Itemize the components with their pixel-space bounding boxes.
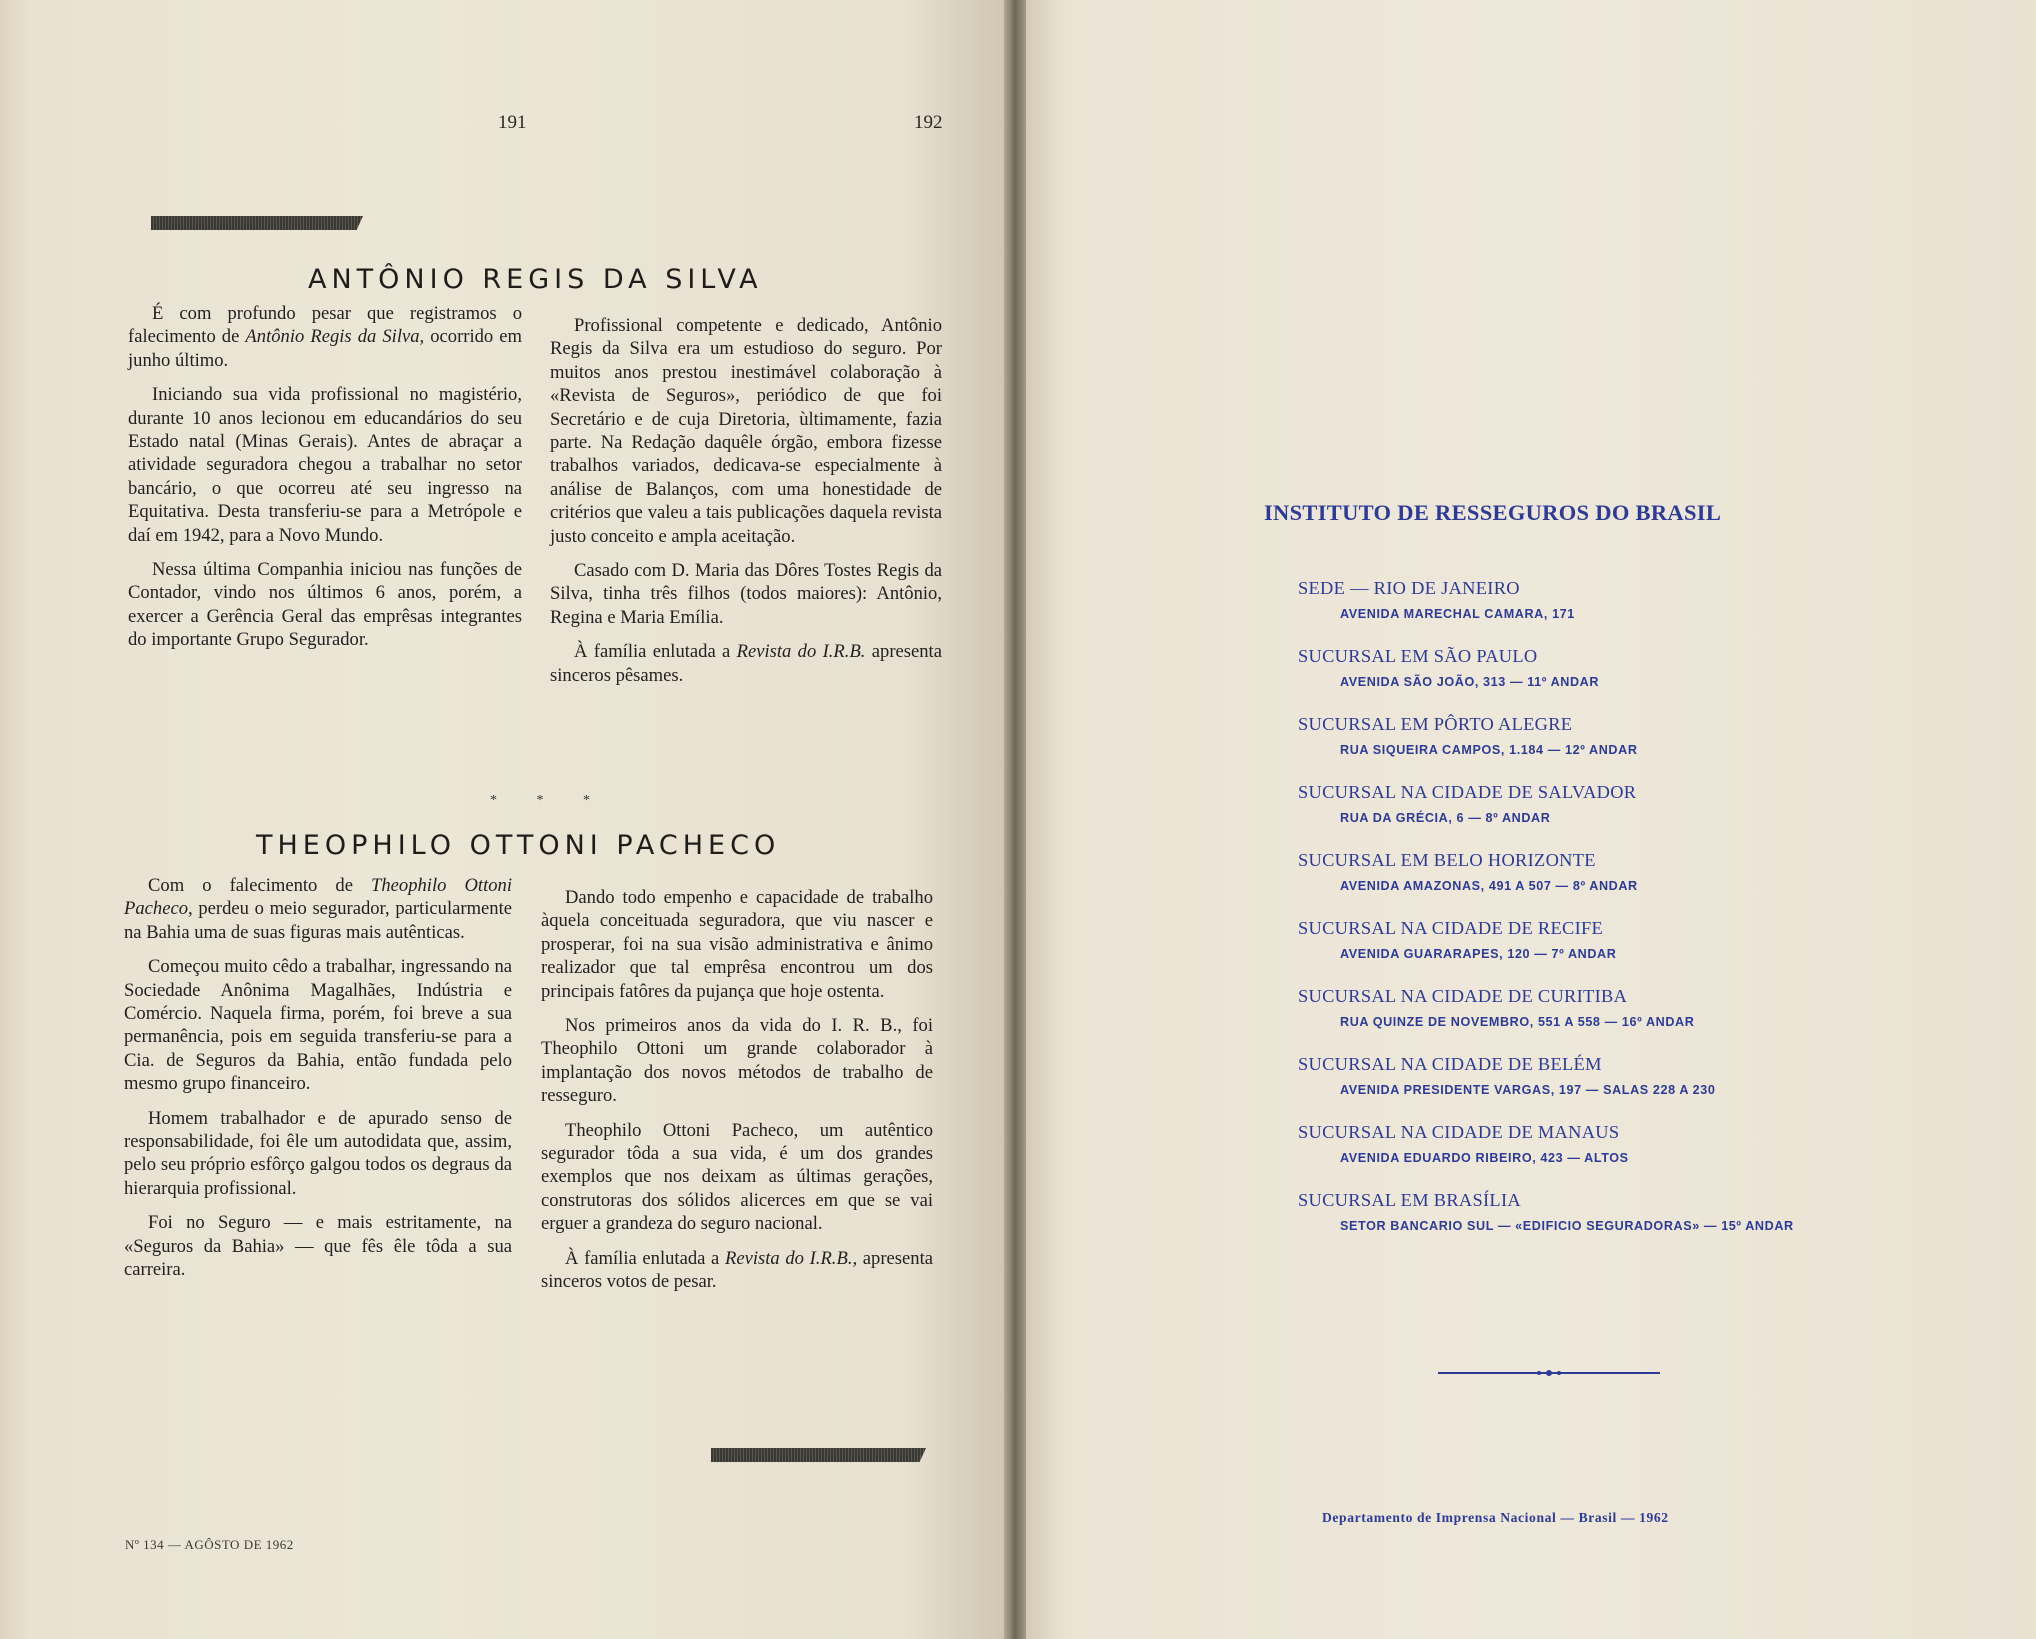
paragraph: Nos primeiros anos da vida do I. R. B., foi Theophilo Ottoni um grande colaborador à implantação dos novos métodos de trabalho de resseguro.: [541, 1015, 933, 1107]
article2-column-1: [124, 874, 512, 1293]
article-title-theophilo-ottoni: THEOPHILO OTTONI PACHECO: [256, 830, 781, 861]
branch-name: SUCURSAL EM PÔRTO ALEGRE: [1298, 714, 1573, 734]
paragraph: Casado com D. Maria das Dôres Tostes Regis da Silva, tinha três filhos (todos maiores): Antônio, Regina e Maria Emília.: [550, 560, 942, 628]
branch-name: SUCURSAL NA CIDADE DE MANAUS: [1298, 1122, 1620, 1142]
article-separator: * * *: [490, 793, 608, 808]
branch-item: [1298, 1120, 1818, 1188]
paragraph: Dando todo empenho e capacidade de trabalho àquela conceituada seguradora, que viu nascer e prosperar, foi na sua visão administrativa e ânimo realizador que tal emprêsa encontrou um dos principais fatôres da pujança que hoje ostenta.: [541, 887, 933, 1002]
branch-address: AVENIDA GUARARAPES, 120 — 7º ANDAR: [1340, 947, 1617, 961]
ornament-divider: [1438, 1366, 1660, 1380]
branch-list: [1298, 576, 1818, 1256]
branch-name: SUCURSAL NA CIDADE DE SALVADOR: [1298, 782, 1637, 802]
article1-column-2: [550, 314, 942, 698]
paragraph: Profissional competente e dedicado, Antônio Regis da Silva era um estudioso do seguro. Por muitos anos prestou inestimável colaboração à «Revista de Seguros», periódico de que foi Secretário e de cuja Diretoria, ùltimamente, fazia parte. Na Redação daquêle órgão, embora fizesse trabalhos variados, dedicava-se especialmente à análise de Balanços, com uma honestidade de critérios que valeu a tais publicações daquela revista justo conceito e ampla aceitação.: [550, 315, 942, 547]
branch-item: [1298, 712, 1818, 780]
paragraph: À família enlutada a Revista do I.R.B. apresenta sinceros pêsames.: [550, 641, 942, 686]
branch-address: RUA SIQUEIRA CAMPOS, 1.184 — 12º ANDAR: [1340, 743, 1638, 757]
article-title-antonio-regis: ANTÔNIO REGIS DA SILVA: [308, 264, 763, 295]
printer-footer: Departamento de Imprensa Nacional — Brasil — 1962: [1322, 1510, 1669, 1525]
paragraph: Nessa última Companhia iniciou nas funções de Contador, vindo nos últimos 6 anos, porém, a exercer a Gerência Geral das emprêsas integrantes do importante Grupo Segurador.: [128, 559, 522, 651]
paragraph: À família enlutada a Revista do I.R.B., apresenta sinceros votos de pesar.: [541, 1247, 933, 1293]
branch-item: [1298, 916, 1818, 984]
branch-name: SUCURSAL NA CIDADE DE BELÉM: [1298, 1054, 1602, 1074]
paragraph: Theophilo Ottoni Pacheco, um autêntico segurador tôda a sua vida, é um dos grandes exemplos que nos deixam as últimas gerações, construtoras dos sólidos alicerces em que se vai erguer a grandeza do seguro nacional.: [541, 1119, 933, 1235]
branch-address: RUA QUINZE DE NOVEMBRO, 551 A 558 — 16º ANDAR: [1340, 1015, 1695, 1029]
article1-column-1: [128, 302, 522, 663]
page-number-191: 191: [498, 112, 527, 133]
book-gutter: [1004, 0, 1026, 1639]
branch-address: SETOR BANCARIO SUL — «EDIFICIO SEGURADORAS» — 15º ANDAR: [1340, 1219, 1794, 1233]
paragraph: Com o falecimento de Theophilo Ottoni Pacheco, perdeu o meio segurador, particularmente na Bahia uma de suas figuras mais autênticas.: [124, 875, 513, 943]
branch-name: SUCURSAL EM BRASÍLIA: [1298, 1190, 1521, 1210]
branch-address: AVENIDA AMAZONAS, 491 A 507 — 8º ANDAR: [1340, 879, 1638, 893]
article2-column-2: [541, 886, 933, 1305]
branch-address: AVENIDA MARECHAL CAMARA, 171: [1340, 607, 1575, 621]
branch-item: [1298, 780, 1818, 848]
branch-name: SUCURSAL NA CIDADE DE CURITIBA: [1298, 986, 1628, 1006]
branch-name: SUCURSAL EM SÃO PAULO: [1298, 646, 1538, 666]
branch-address: RUA DA GRÉCIA, 6 — 8º ANDAR: [1340, 811, 1551, 825]
paragraph: Foi no Seguro — e mais estritamente, na «Seguros da Bahia» — que fês êle tôda a sua carreira.: [124, 1212, 512, 1281]
issue-footer: Nº 134 — AGÔSTO DE 1962: [125, 1537, 294, 1552]
branch-item: [1298, 576, 1818, 644]
paragraph: Iniciando sua vida profissional no magistério, durante 10 anos lecionou em educandários do seu Estado natal (Minas Gerais). Antes de abraçar a atividade seguradora chegou a trabalhar no setor bancário, o que ocorreu até seu ingresso na Equitativa. Desta transferiu-se para a Metrópole e daí em 1942, para a Novo Mundo.: [128, 384, 522, 546]
paragraph: Começou muito cêdo a trabalhar, ingressando na Sociedade Anônima Magalhães, Indústria e Comércio. Naquela firma, porém, foi breve a sua permanência, pois em seguida transferiu-se para a Cia. de Seguros da Bahia, então fundada pelo mesmo grupo financeiro.: [124, 956, 512, 1095]
branch-item: [1298, 848, 1818, 916]
decorative-rule-bottom: [711, 1448, 926, 1462]
institute-title: INSTITUTO DE RESSEGUROS DO BRASIL: [1264, 500, 1722, 525]
decorative-rule-top: [151, 216, 363, 230]
branch-name: SEDE — RIO DE JANEIRO: [1298, 578, 1520, 598]
branch-address: AVENIDA SÃO JOÃO, 313 — 11º ANDAR: [1340, 675, 1600, 689]
page-number-192: 192: [914, 112, 943, 133]
branch-item: [1298, 984, 1818, 1052]
paragraph: É com profundo pesar que registramos o falecimento de Antônio Regis da Silva, ocorrido em junho último.: [128, 303, 522, 371]
branch-name: SUCURSAL NA CIDADE DE RECIFE: [1298, 918, 1604, 938]
branch-item: [1298, 1188, 1818, 1256]
branch-address: AVENIDA EDUARDO RIBEIRO, 423 — ALTOS: [1340, 1151, 1629, 1165]
branch-item: [1298, 644, 1818, 712]
branch-item: [1298, 1052, 1818, 1120]
paragraph: Homem trabalhador e de apurado senso de responsabilidade, foi êle um autodidata que, assim, pelo seu próprio esfôrço galgou todos os degraus da hierarquia profissional.: [124, 1107, 512, 1199]
branch-name: SUCURSAL EM BELO HORIZONTE: [1298, 850, 1596, 870]
branch-address: AVENIDA PRESIDENTE VARGAS, 197 — SALAS 228 A 230: [1340, 1083, 1716, 1097]
left-page: [0, 0, 1004, 1639]
